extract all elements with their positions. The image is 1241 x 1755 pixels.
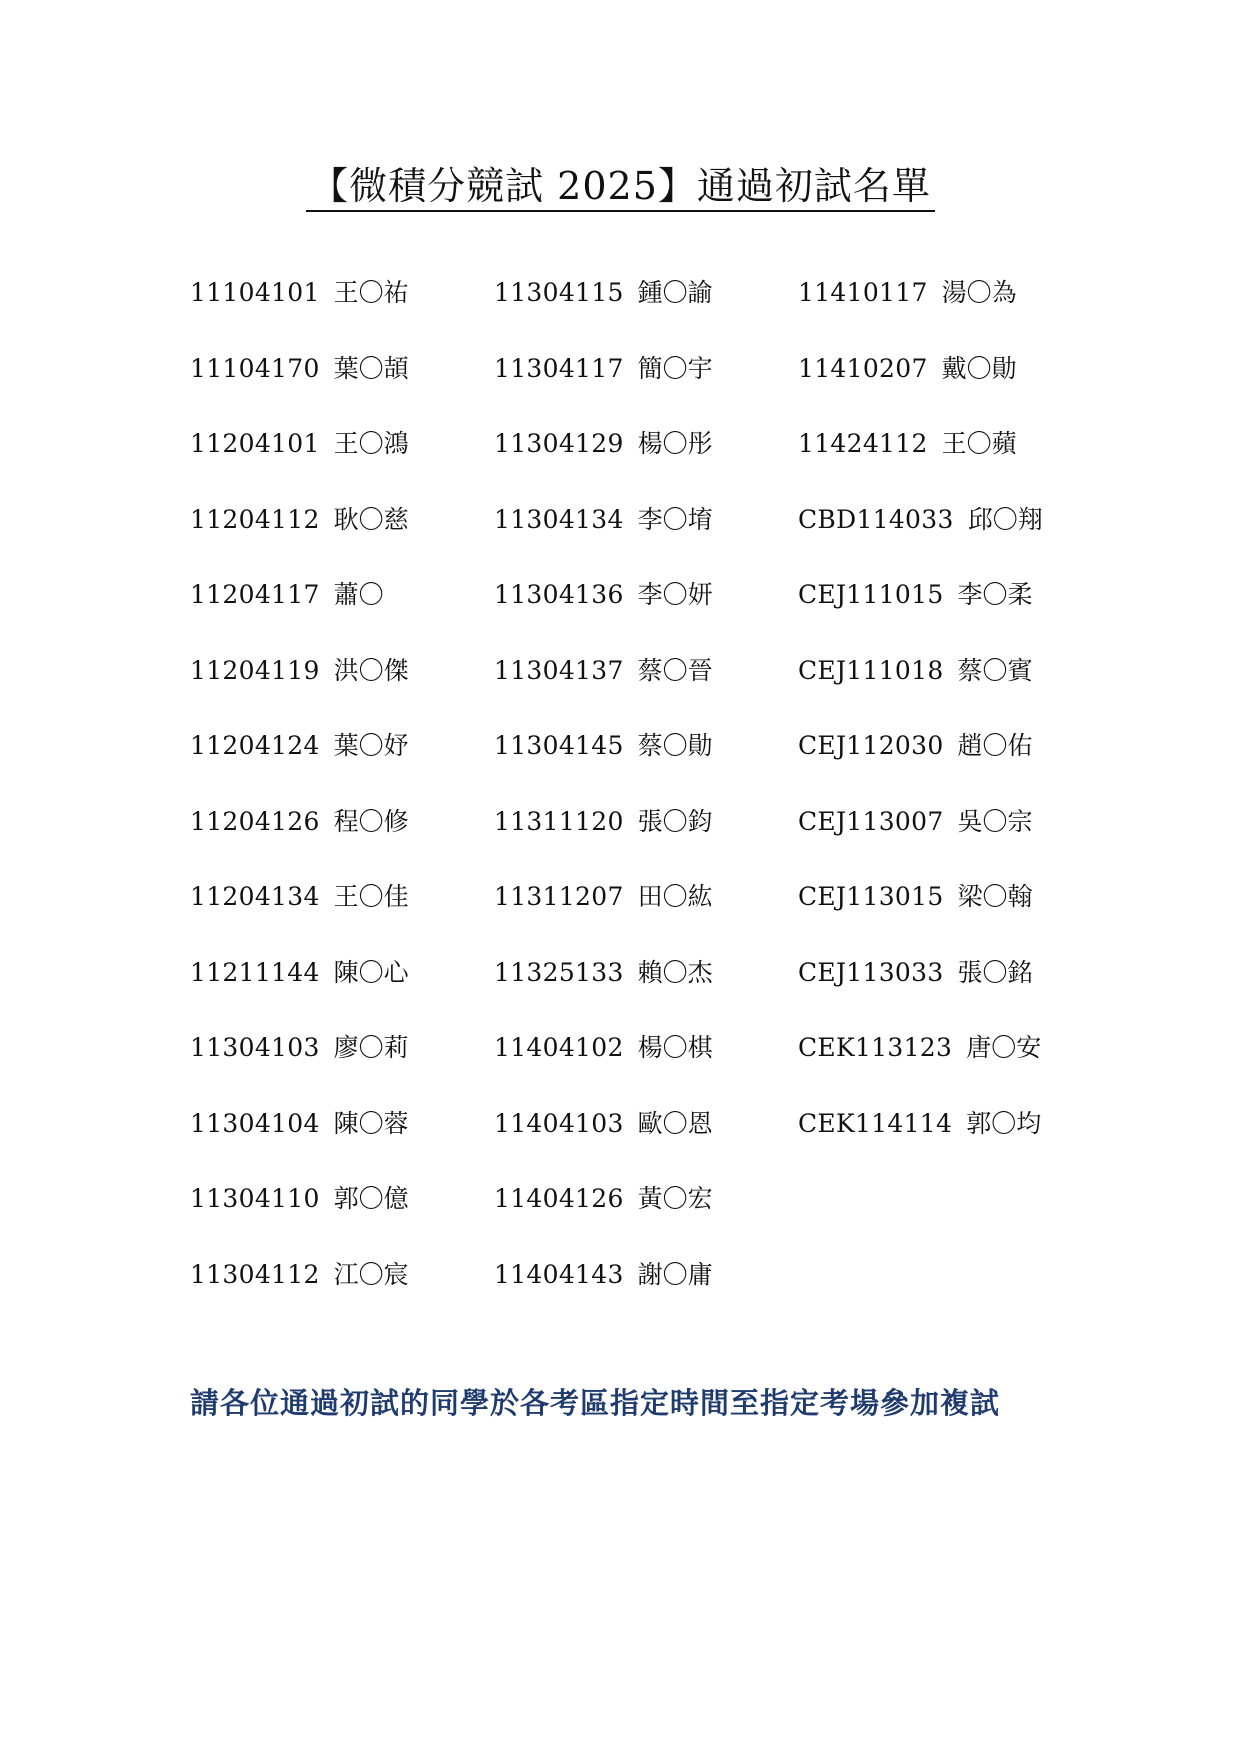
student-name: 李〇妍	[637, 580, 713, 609]
student-id: CEJ111015	[798, 580, 944, 609]
student-id: 11204117	[190, 580, 320, 609]
list-item	[190, 1259, 494, 1335]
student-id: 11311207	[494, 882, 624, 911]
list-column	[494, 277, 798, 1334]
student-name: 鍾〇諭	[637, 278, 713, 307]
student-name: 賴〇杰	[637, 957, 713, 987]
student-name: 蔡〇賓	[957, 655, 1033, 685]
student-name: 黃〇宏	[637, 1184, 713, 1213]
list-item	[798, 806, 1102, 882]
student-id: 11304117	[494, 353, 624, 383]
student-name: 李〇柔	[957, 580, 1033, 609]
student-name: 謝〇庸	[637, 1259, 713, 1289]
student-id: 11304112	[190, 1259, 320, 1289]
student-name: 葉〇妤	[333, 731, 409, 760]
student-id: CEJ113015	[798, 882, 944, 911]
student-name: 蔡〇勛	[637, 731, 713, 760]
list-item	[190, 1032, 494, 1108]
list-item	[494, 655, 798, 731]
list-item	[494, 957, 798, 1033]
list-item	[798, 579, 1102, 655]
student-name: 陳〇心	[333, 957, 409, 987]
page-title-text: 【微積分競試 2025】通過初試名單	[306, 164, 935, 212]
student-id: 11404103	[494, 1108, 624, 1138]
list-item	[190, 353, 494, 429]
student-name: 王〇蘋	[941, 429, 1017, 458]
student-name: 歐〇恩	[637, 1108, 713, 1138]
list-item	[798, 277, 1102, 353]
list-item	[494, 277, 798, 353]
list-item	[798, 957, 1102, 1033]
student-id: 11304104	[190, 1108, 320, 1138]
student-name: 葉〇頡	[333, 353, 409, 383]
student-id: 11204112	[190, 504, 320, 534]
list-item	[494, 806, 798, 882]
list-item	[798, 1108, 1102, 1184]
student-name: 李〇堉	[637, 504, 713, 534]
page-title	[0, 160, 1241, 212]
student-name: 程〇修	[333, 806, 409, 836]
student-name: 蕭〇	[333, 580, 384, 609]
list-item	[798, 504, 1102, 580]
student-name: 唐〇安	[966, 1033, 1042, 1062]
student-id: 11424112	[798, 429, 928, 458]
student-id: CEK114114	[798, 1108, 953, 1138]
notice-text: 請各位通過初試的同學於各考區指定時間至指定考場參加複試	[190, 1386, 1001, 1420]
student-id: CEJ113033	[798, 957, 944, 987]
student-id: 11204126	[190, 806, 320, 836]
student-id: CEJ112030	[798, 731, 944, 760]
student-name: 耿〇慈	[333, 504, 409, 534]
student-id: 11404126	[494, 1184, 624, 1213]
student-id: 11304145	[494, 731, 624, 760]
student-name: 王〇佳	[333, 882, 409, 911]
student-name: 廖〇莉	[333, 1033, 409, 1062]
list-item	[190, 277, 494, 353]
list-item	[190, 1108, 494, 1184]
list-item	[798, 655, 1102, 731]
student-id: 11204124	[190, 731, 320, 760]
student-name: 洪〇傑	[333, 655, 409, 685]
list-item	[494, 353, 798, 429]
student-name: 田〇紘	[637, 882, 713, 911]
student-id: 11304134	[494, 504, 624, 534]
list-item	[190, 504, 494, 580]
student-name: 邱〇翔	[967, 504, 1043, 534]
list-item	[190, 957, 494, 1033]
student-id: 11410207	[798, 353, 928, 383]
list-item	[190, 579, 494, 655]
student-id: CEJ111018	[798, 655, 944, 685]
list-item	[494, 504, 798, 580]
student-name: 郭〇均	[966, 1108, 1042, 1138]
student-id: 11304103	[190, 1033, 320, 1062]
student-name: 戴〇勛	[941, 353, 1017, 383]
student-name: 簡〇宇	[637, 353, 713, 383]
student-name: 吳〇宗	[957, 806, 1033, 836]
list-item	[190, 806, 494, 882]
list-column	[190, 277, 494, 1334]
student-id: 11311120	[494, 806, 624, 836]
list-item	[798, 428, 1102, 504]
student-name: 王〇祐	[333, 278, 409, 307]
student-name: 梁〇翰	[957, 882, 1033, 911]
student-name: 王〇鴻	[333, 429, 409, 458]
student-id: 11304137	[494, 655, 624, 685]
list-item	[798, 353, 1102, 429]
student-name: 蔡〇晉	[637, 655, 713, 685]
student-id: 11104170	[190, 353, 320, 383]
student-id: 11204134	[190, 882, 320, 911]
list-item	[494, 881, 798, 957]
student-id: 11304115	[494, 278, 624, 307]
list-item	[798, 1032, 1102, 1108]
list-item	[494, 579, 798, 655]
student-name: 趙〇佑	[957, 731, 1033, 760]
list-item	[798, 881, 1102, 957]
student-id: CEK113123	[798, 1033, 953, 1062]
student-id: 11204101	[190, 429, 320, 458]
student-id: 11104101	[190, 278, 320, 307]
student-id: 11404143	[494, 1259, 624, 1289]
student-id: 11325133	[494, 957, 624, 987]
list-item	[494, 1032, 798, 1108]
list-item	[494, 730, 798, 806]
student-id: CEJ113007	[798, 806, 944, 836]
list-item	[798, 730, 1102, 806]
list-item	[494, 428, 798, 504]
list-item	[190, 881, 494, 957]
student-name: 湯〇為	[941, 278, 1017, 307]
student-id: 11211144	[190, 957, 320, 987]
list-item	[190, 1183, 494, 1259]
student-name: 楊〇棋	[637, 1033, 713, 1062]
student-id: 11404102	[494, 1033, 624, 1062]
student-name: 張〇鈞	[637, 806, 713, 836]
student-id: 11304110	[190, 1184, 320, 1213]
list-item	[190, 655, 494, 731]
list-item	[494, 1108, 798, 1184]
student-name: 江〇宸	[333, 1259, 409, 1289]
list-item	[494, 1183, 798, 1259]
student-id: 11304136	[494, 580, 624, 609]
student-name: 郭〇億	[333, 1184, 409, 1213]
student-name: 楊〇彤	[637, 429, 713, 458]
list-item	[190, 730, 494, 806]
student-id: 11204119	[190, 655, 320, 685]
list-item	[190, 428, 494, 504]
pass-list	[190, 277, 1102, 1334]
student-name: 陳〇蓉	[333, 1108, 409, 1138]
student-name: 張〇銘	[957, 957, 1033, 987]
list-column	[798, 277, 1102, 1334]
student-id: CBD114033	[798, 504, 954, 534]
student-id: 11410117	[798, 278, 928, 307]
student-id: 11304129	[494, 429, 624, 458]
list-item	[494, 1259, 798, 1335]
